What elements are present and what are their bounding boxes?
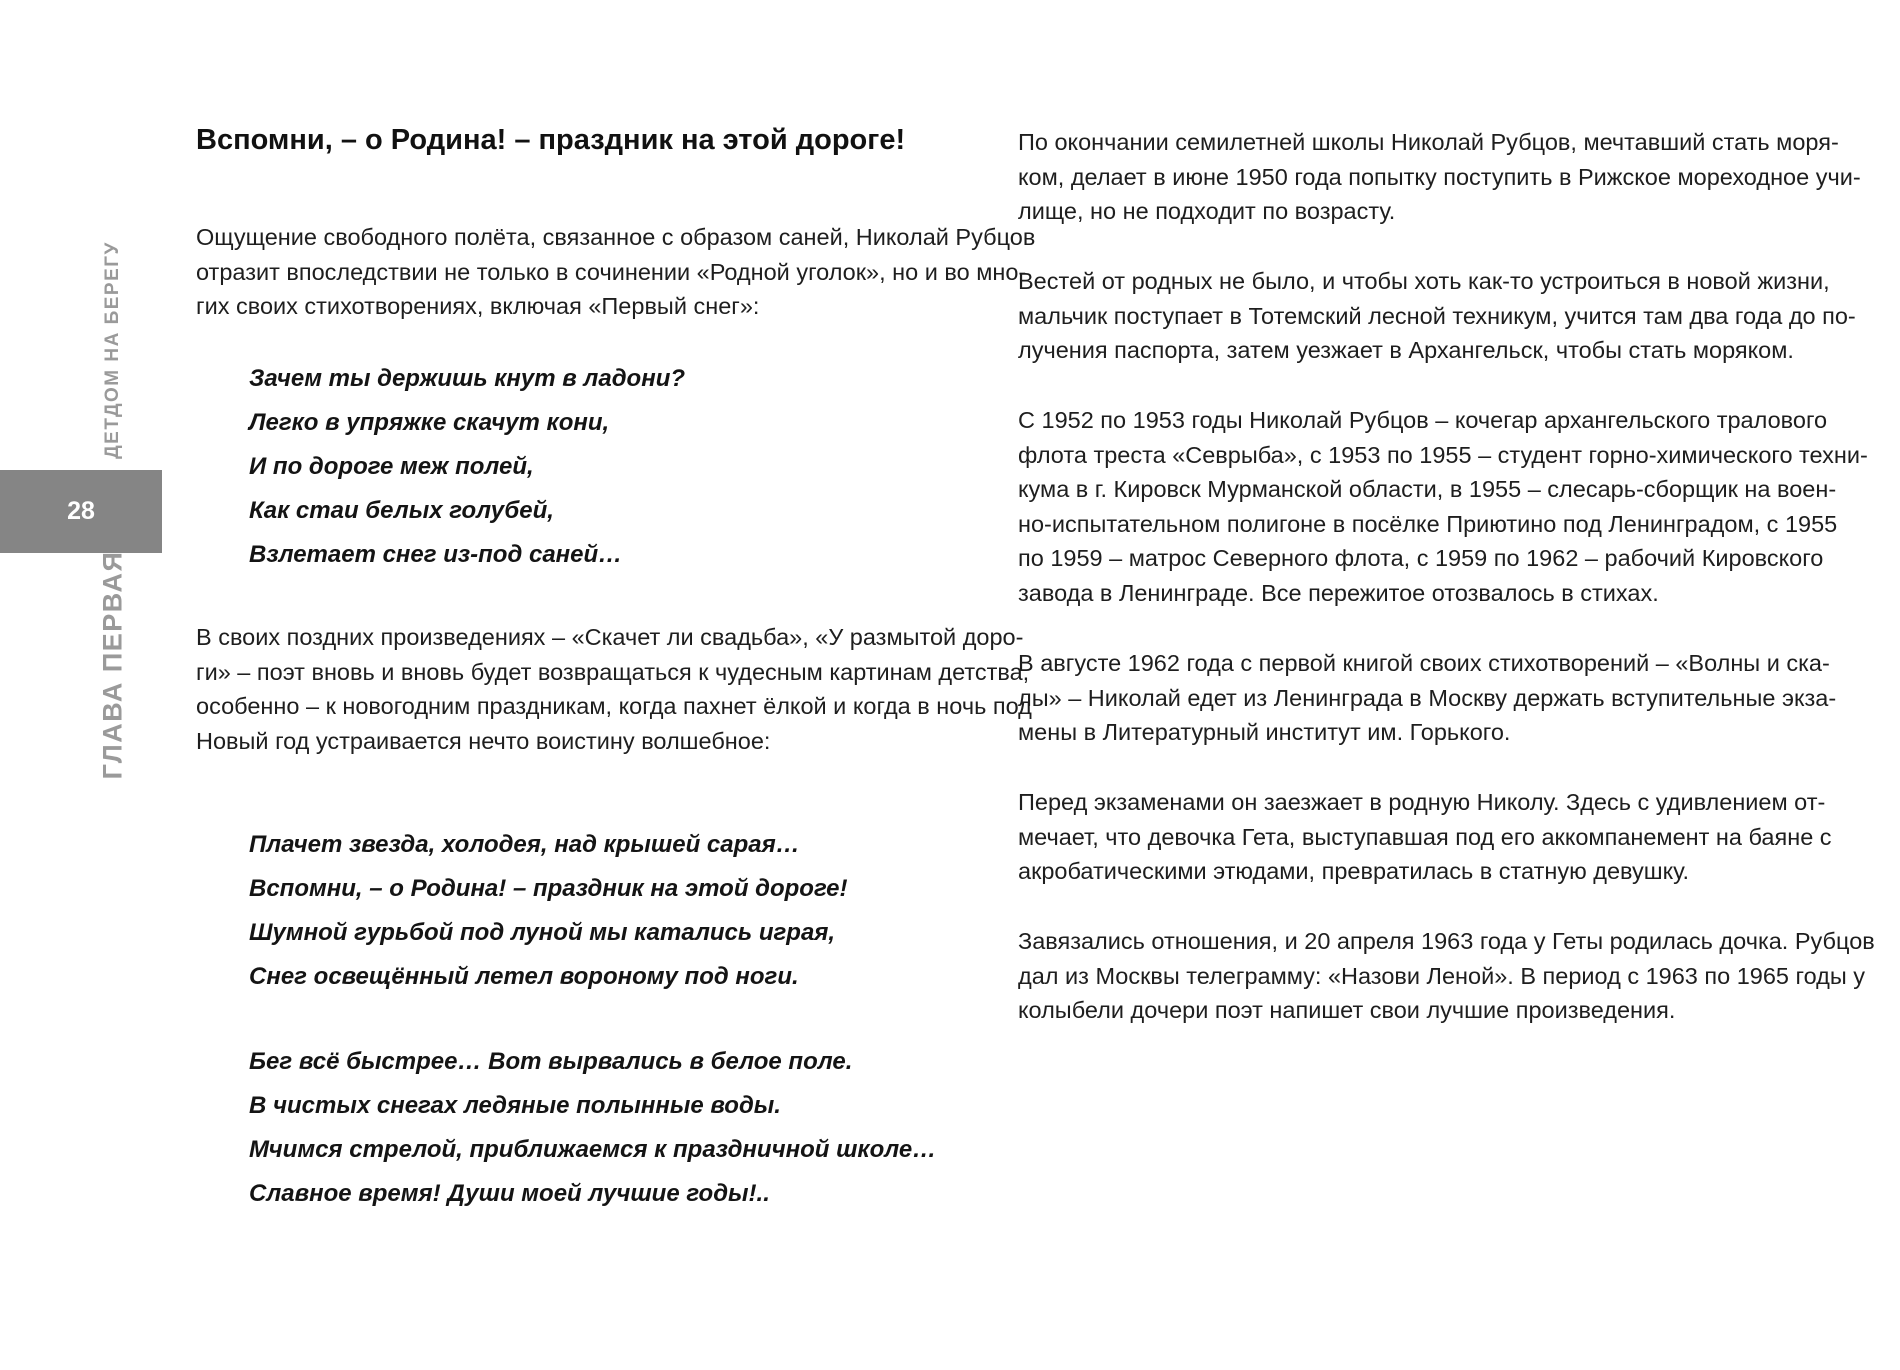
text-line: особенно – к новогодним праздникам, когда пахнет ёлкой и когда в ночь под bbox=[196, 693, 1032, 719]
text-line: завода в Ленинграде. Все пережитое отозвалось в стихах. bbox=[1018, 579, 1659, 606]
text-line: В своих поздних произведениях – «Скачет ли свадьба», «У размытой доро- bbox=[196, 624, 1024, 650]
poem-stanza-two bbox=[249, 1040, 936, 1216]
poem-line: Легко в упряжке скачут кони, bbox=[249, 409, 610, 436]
text-line: ги» – поэт вновь и вновь будет возвращаться к чудесным картинам детства, bbox=[196, 658, 1030, 685]
page-number-tab bbox=[0, 470, 162, 553]
text-line: по 1959 – матрос Северного флота, с 1959 по 1962 – рабочий Кировского bbox=[1018, 545, 1824, 571]
poem-line: Шумной гурьбой под луной мы катались играя, bbox=[249, 919, 836, 946]
text-line: лучения паспорта, затем уезжает в Архангельск, чтобы стать моряком. bbox=[1018, 337, 1794, 363]
text-line: кума в г. Кировск Мурманской области, в 1955 – слесарь-сборщик на воен- bbox=[1018, 476, 1837, 502]
poem-line: Плачет звезда, холодея, над крышей сарая… bbox=[249, 831, 800, 858]
text-line: гих своих стихотворениях, включая «Первый снег»: bbox=[196, 293, 760, 319]
text-line: дал из Москвы телеграмму: «Назови Леной». В период с 1963 по 1965 годы у bbox=[1018, 962, 1866, 989]
paragraph-daughter bbox=[1018, 924, 1875, 1028]
poem-line: Мчимся стрелой, приближаемся к праздничной школе… bbox=[249, 1136, 937, 1163]
section-heading: Вспомни, – о Родина! – праздник на этой дороге! bbox=[196, 124, 906, 156]
text-line: мальчик поступает в Тотемский лесной техникум, учится там два года до по- bbox=[1018, 302, 1856, 329]
text-line: Перед экзаменами он заезжает в родную Николу. Здесь с удивлением от- bbox=[1018, 789, 1826, 815]
poem-line: Бег всё быстрее… Вот вырвались в белое поле. bbox=[249, 1048, 853, 1075]
paragraph-nikola bbox=[1018, 785, 1832, 889]
text-line: Новый год устраивается нечто воистину волшебное: bbox=[196, 727, 771, 754]
page-number: 28 bbox=[67, 497, 95, 525]
text-line: отразит впоследствии не только в сочинении «Родной уголок», но и во мно- bbox=[196, 258, 1027, 285]
text-line: По окончании семилетней школы Николай Рубцов, мечтавший стать моря- bbox=[1018, 129, 1839, 155]
chapter-title-vertical: ГЛАВА ПЕРВАЯ bbox=[97, 550, 128, 780]
text-line: Вестей от родных не было, и чтобы хоть как-то устроиться в новой жизни, bbox=[1018, 268, 1830, 294]
text-line: мены в Литературный институт им. Горького. bbox=[1018, 719, 1511, 745]
paragraph-technical-school bbox=[1018, 264, 1856, 368]
text-line: Завязались отношения, и 20 апреля 1963 года у Геты родилась дочка. Рубцов bbox=[1018, 928, 1875, 954]
poem-line: Как стаи белых голубей, bbox=[249, 497, 554, 524]
poem-line: Зачем ты держишь кнут в ладони? bbox=[249, 365, 686, 392]
text-line: В августе 1962 года с первой книгой своих стихотворений – «Волны и ска- bbox=[1018, 650, 1830, 676]
poem-line: В чистых снегах ледяные полынные воды. bbox=[249, 1092, 781, 1119]
paragraph-school bbox=[1018, 125, 1861, 229]
text-line: Ощущение свободного полёта, связанное с образом саней, Николай Рубцов bbox=[196, 224, 1036, 250]
paragraph-late-works bbox=[196, 620, 1032, 758]
paragraph-moscow bbox=[1018, 646, 1837, 750]
text-line: ком, делает в июне 1950 года попытку поступить в Рижское мореходное учи- bbox=[1018, 163, 1861, 190]
text-line: мечает, что девочка Гета, выступавшая под его аккомпанемент на баяне с bbox=[1018, 823, 1832, 850]
text-line: колыбели дочери поэт напишет свои лучшие произведения. bbox=[1018, 997, 1676, 1023]
book-title-vertical: ДЕТДОМ НА БЕРЕГУ bbox=[102, 241, 123, 459]
text-line: акробатическими этюдами, превратилась в статную девушку. bbox=[1018, 858, 1690, 884]
poem-first-snow bbox=[249, 357, 685, 577]
poem-line: Вспомни, – о Родина! – праздник на этой дороге! bbox=[249, 875, 848, 902]
poem-line: Славное время! Души моей лучшие годы!.. bbox=[249, 1180, 770, 1207]
paragraph-intro bbox=[196, 220, 1036, 324]
paragraph-career bbox=[1018, 403, 1868, 610]
poem-stanza-one bbox=[249, 823, 848, 999]
text-line: С 1952 по 1953 годы Николай Рубцов – кочегар архангельского тралового bbox=[1018, 407, 1828, 433]
text-line: флота треста «Севрыба», с 1953 по 1955 – студент горно-химического техни- bbox=[1018, 441, 1868, 468]
text-line: но-испытательном полигоне в посёлке Приютино под Ленинградом, с 1955 bbox=[1018, 510, 1838, 537]
text-line: лище, но не подходит по возрасту. bbox=[1018, 198, 1396, 224]
poem-line: И по дороге меж полей, bbox=[249, 453, 534, 480]
poem-line: Снег освещённый летел вороному под ноги. bbox=[249, 963, 799, 990]
poem-line: Взлетает снег из-под саней… bbox=[249, 541, 623, 568]
text-line: лы» – Николай едет из Ленинграда в Москву держать вступительные экза- bbox=[1018, 684, 1837, 711]
